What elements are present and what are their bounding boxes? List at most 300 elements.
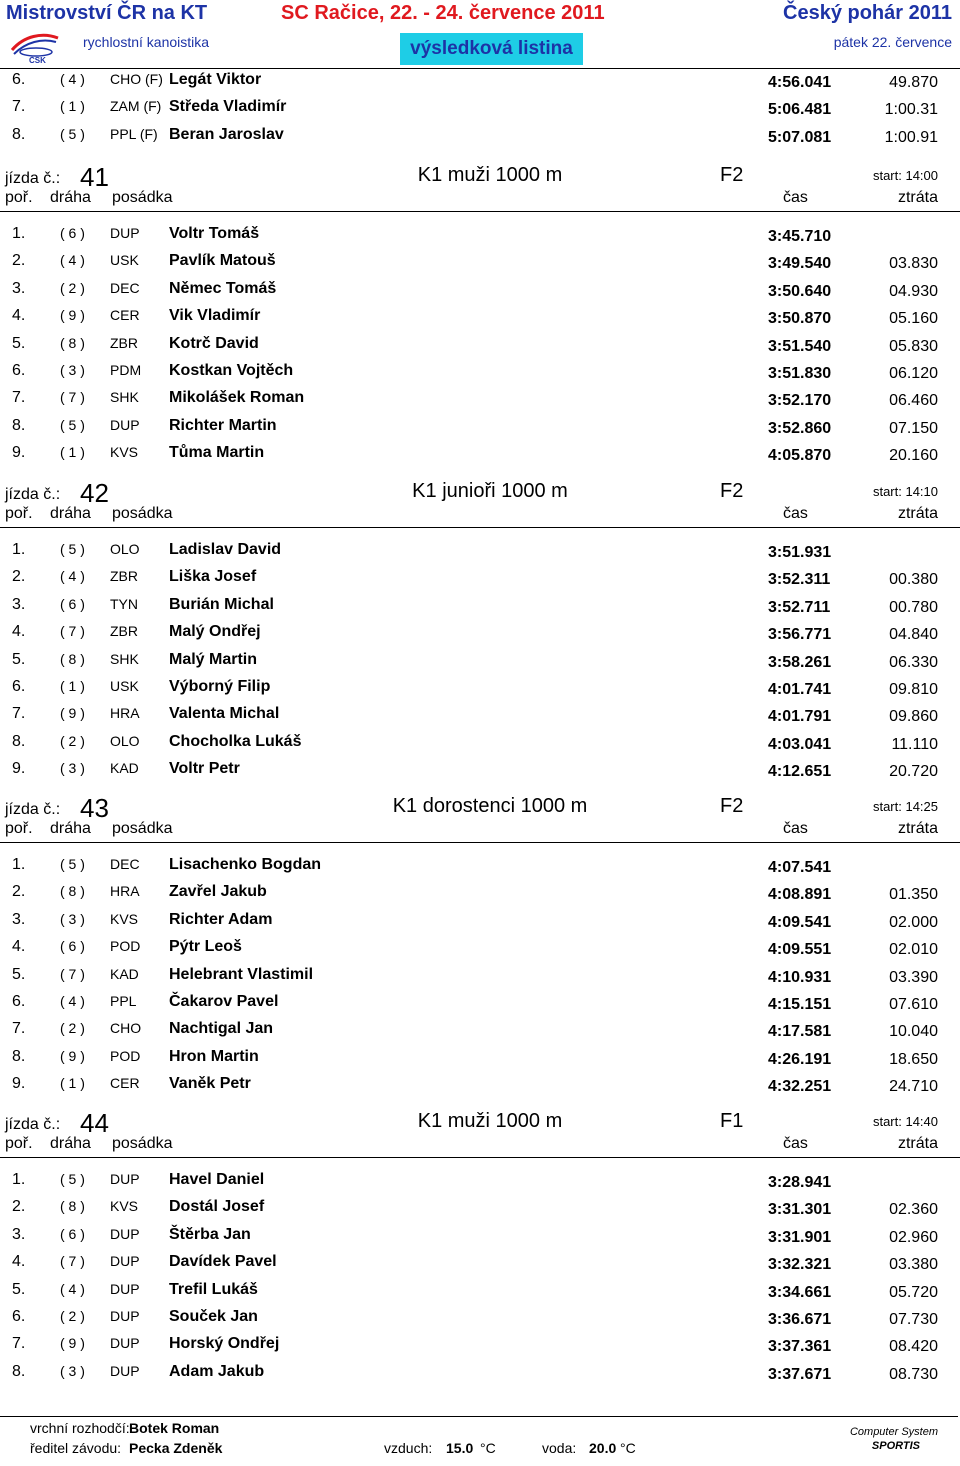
director-label: ředitel závodu: <box>30 1440 122 1456</box>
athlete-name: Kotrč David <box>169 334 259 352</box>
race-start: start: 14:40 <box>872 1114 938 1129</box>
result-row <box>0 1020 960 1046</box>
athlete-name: Burián Michal <box>169 595 274 613</box>
lane: ( 6 ) <box>60 938 85 955</box>
result-row <box>0 911 960 937</box>
lane: ( 2 ) <box>60 1020 85 1037</box>
club: DUP <box>110 1335 140 1352</box>
club: CER <box>110 1075 140 1092</box>
position: 2. <box>12 883 26 901</box>
club: ZBR <box>110 568 138 585</box>
time: 3:34.661 <box>768 1283 832 1301</box>
time: 3:36.671 <box>768 1311 832 1328</box>
result-row <box>0 389 960 415</box>
column-divider <box>0 211 960 212</box>
time-loss: 05.830 <box>889 337 938 355</box>
lane: ( 7 ) <box>60 965 85 982</box>
time: 4:32.251 <box>768 1078 832 1096</box>
athlete-name: Výborný Filip <box>169 678 271 695</box>
time: 3:51.540 <box>768 337 832 355</box>
lane: ( 7 ) <box>60 1253 85 1270</box>
club: KVS <box>110 444 139 461</box>
result-row <box>0 993 960 1019</box>
result-row <box>0 444 960 470</box>
position: 1. <box>12 1171 26 1188</box>
time: 3:31.901 <box>768 1228 832 1246</box>
column-headers <box>0 1135 960 1156</box>
position: 4. <box>12 307 26 325</box>
time-loss: 03.390 <box>889 968 938 986</box>
time: 3:51.830 <box>768 365 832 382</box>
water-label: voda: <box>542 1440 577 1456</box>
time-loss: 06.460 <box>889 392 938 410</box>
time: 5:07.081 <box>768 129 832 146</box>
position: 8. <box>12 732 26 750</box>
club: PDM <box>110 362 142 378</box>
race-start: start: 14:25 <box>872 799 938 814</box>
result-row <box>0 1308 960 1334</box>
time-loss: 02.960 <box>889 1228 938 1246</box>
position: 7. <box>12 705 26 723</box>
referee-name: Botek Roman <box>129 1420 220 1436</box>
col-time: čas <box>783 1135 808 1152</box>
time-loss: 09.810 <box>889 681 938 698</box>
column-divider <box>0 842 960 843</box>
position: 9. <box>12 1075 26 1093</box>
race-label: jízda č.: <box>5 486 61 503</box>
result-row <box>0 856 960 882</box>
lane: ( 4 ) <box>60 993 85 1009</box>
race-title: K1 junioři 1000 m <box>412 480 568 502</box>
position: 7. <box>12 389 26 407</box>
athlete-name: Zavřel Jakub <box>169 883 267 901</box>
time: 4:17.581 <box>768 1023 832 1041</box>
lane: ( 4 ) <box>60 568 85 585</box>
race-label: jízda č.: <box>5 170 61 187</box>
result-row <box>0 568 960 594</box>
event-title: SC Račice, 22. - 24. července 2011 <box>281 2 605 24</box>
position: 9. <box>12 444 26 462</box>
athlete-name: Voltr Petr <box>169 760 240 778</box>
race-category: F2 <box>720 164 744 186</box>
time: 3:52.311 <box>768 571 831 589</box>
club: KAD <box>110 760 139 777</box>
time: 4:01.741 <box>768 681 832 698</box>
club: KVS <box>110 910 139 927</box>
club: DEC <box>110 279 140 296</box>
column-headers <box>0 820 960 841</box>
position: 8. <box>12 1362 26 1380</box>
time: 5:06.481 <box>768 101 832 118</box>
athlete-name: Nachtigal Jan <box>169 1020 274 1038</box>
athlete-name: Pýtr Leoš <box>169 938 242 956</box>
race-title: K1 muži 1000 m <box>417 1110 563 1132</box>
col-lane: dráha <box>50 505 91 522</box>
position: 9. <box>12 760 26 778</box>
time: 4:15.151 <box>768 996 832 1013</box>
position: 5. <box>12 965 26 983</box>
col-loss: ztráta <box>897 820 938 837</box>
athlete-name: Liška Josef <box>169 568 257 586</box>
club: DUP <box>110 1362 140 1379</box>
result-row <box>0 1075 960 1101</box>
race-number: 44 <box>80 1108 109 1138</box>
time: 3:32.321 <box>768 1256 832 1274</box>
col-lane: dráha <box>50 820 91 837</box>
position: 1. <box>12 541 26 558</box>
club: SHK <box>110 650 139 667</box>
result-row <box>0 733 960 759</box>
club: POD <box>110 1047 141 1064</box>
lane: ( 8 ) <box>60 1198 85 1215</box>
position: 5. <box>12 1280 26 1298</box>
athlete-name: Středa Vladimír <box>169 98 287 115</box>
time-loss: 02.000 <box>889 913 938 931</box>
time-loss: 49.870 <box>889 74 938 91</box>
club: DUP <box>110 1280 140 1297</box>
result-row <box>0 705 960 731</box>
position: 2. <box>12 1198 26 1216</box>
time: 3:28.941 <box>768 1174 832 1191</box>
column-headers <box>0 189 960 210</box>
col-crew: posádka <box>112 189 173 206</box>
time: 3:52.860 <box>768 419 832 437</box>
time-loss: 1:00.91 <box>884 129 938 146</box>
position: 1. <box>12 856 26 873</box>
result-row <box>0 307 960 333</box>
athlete-name: Hron Martin <box>169 1047 259 1065</box>
athlete-name: Richter Adam <box>169 910 273 928</box>
discipline-label: rychlostní kanoistika <box>83 34 210 50</box>
club: USK <box>110 252 139 269</box>
lane: ( 5 ) <box>60 126 85 142</box>
club: POD <box>110 938 141 955</box>
result-row <box>0 417 960 443</box>
logo-text: ČSK <box>29 56 46 65</box>
time: 3:56.771 <box>768 626 832 644</box>
air-temp: 15.0 <box>446 1440 474 1456</box>
lane: ( 7 ) <box>60 623 85 640</box>
club: ZBR <box>110 623 138 640</box>
athlete-name: Trefil Lukáš <box>169 1280 258 1298</box>
lane: ( 4 ) <box>60 71 85 87</box>
club: HRA <box>110 883 140 900</box>
club: CHO (F) <box>110 71 163 87</box>
race-label: jízda č.: <box>5 1116 61 1133</box>
club: TYN <box>110 595 138 612</box>
athlete-name: Vik Vladimír <box>169 307 261 325</box>
time: 4:09.541 <box>768 913 832 931</box>
athlete-name: Helebrant Vlastimil <box>169 965 314 983</box>
race-header <box>0 1110 960 1160</box>
position: 2. <box>12 252 26 270</box>
lane: ( 1 ) <box>60 98 85 114</box>
result-row <box>0 1048 960 1074</box>
athlete-name: Ladislav David <box>169 541 282 558</box>
lane: ( 3 ) <box>60 760 85 777</box>
lane: ( 5 ) <box>60 541 85 557</box>
col-loss: ztráta <box>897 1135 938 1152</box>
col-position: poř. <box>5 189 33 206</box>
time-loss: 04.840 <box>889 626 938 644</box>
club: KVS <box>110 1198 139 1215</box>
result-row <box>0 1226 960 1252</box>
col-position: poř. <box>5 505 33 522</box>
position: 4. <box>12 938 26 956</box>
club: SHK <box>110 389 139 406</box>
club: DUP <box>110 416 140 433</box>
athlete-name: Richter Martin <box>169 416 277 434</box>
race-start: start: 14:00 <box>872 168 938 183</box>
race-start: start: 14:10 <box>872 484 938 499</box>
position: 8. <box>12 126 26 143</box>
time-loss: 05.160 <box>889 310 938 328</box>
time-loss: 07.610 <box>889 996 938 1013</box>
lane: ( 1 ) <box>60 678 85 694</box>
col-time: čas <box>783 505 808 522</box>
result-row <box>0 225 960 251</box>
race-category: F2 <box>720 795 744 817</box>
time: 3:58.261 <box>768 653 832 671</box>
club: PPL (F) <box>110 126 158 142</box>
result-row <box>0 596 960 622</box>
lane: ( 5 ) <box>60 1171 85 1187</box>
time: 3:51.931 <box>768 544 832 561</box>
time: 4:03.041 <box>768 735 832 753</box>
lane: ( 6 ) <box>60 1225 85 1242</box>
athlete-name: Davídek Pavel <box>169 1253 277 1271</box>
time-loss: 1:00.31 <box>884 101 938 118</box>
time: 4:07.541 <box>768 859 832 876</box>
date-label: pátek 22. července <box>833 34 952 50</box>
result-row <box>0 541 960 567</box>
col-position: poř. <box>5 820 33 837</box>
position: 4. <box>12 1253 26 1271</box>
race-label: jízda č.: <box>5 801 61 818</box>
athlete-name: Němec Tomáš <box>169 279 277 297</box>
lane: ( 9 ) <box>60 1047 85 1064</box>
position: 3. <box>12 1225 26 1243</box>
position: 5. <box>12 650 26 668</box>
club: DEC <box>110 856 140 872</box>
column-divider <box>0 527 960 528</box>
athlete-name: Štěrba Jan <box>169 1225 251 1243</box>
column-divider <box>0 1157 960 1158</box>
time-loss: 09.860 <box>889 708 938 726</box>
lane: ( 2 ) <box>60 279 85 296</box>
col-crew: posádka <box>112 820 173 837</box>
position: 6. <box>12 362 26 379</box>
result-row <box>0 126 960 152</box>
lane: ( 3 ) <box>60 362 85 378</box>
time: 3:52.711 <box>768 598 831 616</box>
athlete-name: Adam Jakub <box>169 1362 265 1380</box>
time-loss: 20.160 <box>889 447 938 465</box>
column-headers <box>0 505 960 526</box>
athlete-name: Pavlík Matouš <box>169 252 276 270</box>
athlete-name: Mikolášek Roman <box>169 389 305 407</box>
club: OLO <box>110 732 140 749</box>
position: 7. <box>12 98 26 115</box>
lane: ( 9 ) <box>60 1335 85 1352</box>
time: 3:49.540 <box>768 255 832 273</box>
position: 1. <box>12 225 26 242</box>
result-row <box>0 1335 960 1361</box>
club: HRA <box>110 705 140 722</box>
time-loss: 03.830 <box>889 255 938 273</box>
time-loss: 04.930 <box>889 282 938 300</box>
club: OLO <box>110 541 140 557</box>
time-loss: 00.380 <box>889 571 938 589</box>
result-row <box>0 362 960 388</box>
position: 3. <box>12 595 26 613</box>
time: 4:09.551 <box>768 941 832 959</box>
result-row <box>0 280 960 306</box>
club: ZBR <box>110 334 138 351</box>
race-title: K1 muži 1000 m <box>417 164 563 186</box>
lane: ( 4 ) <box>60 1280 85 1297</box>
club: PPL <box>110 993 137 1009</box>
club: KAD <box>110 965 139 982</box>
lane: ( 7 ) <box>60 389 85 406</box>
position: 4. <box>12 623 26 641</box>
time: 3:37.671 <box>768 1365 832 1383</box>
result-row <box>0 252 960 278</box>
time: 3:52.170 <box>768 392 832 410</box>
col-time: čas <box>783 189 808 206</box>
col-crew: posádka <box>112 1135 173 1152</box>
referee-label: vrchní rozhodčí: <box>30 1420 130 1436</box>
director-name: Pecka Zdeněk <box>129 1440 223 1456</box>
athlete-name: Tůma Martin <box>169 444 265 462</box>
club: CHO <box>110 1020 142 1037</box>
time-loss: 03.380 <box>889 1256 938 1274</box>
position: 5. <box>12 334 26 352</box>
club: CER <box>110 307 140 324</box>
time-loss: 24.710 <box>889 1078 938 1096</box>
sportis-logo: SPORTIS <box>871 1440 920 1452</box>
race-category: F1 <box>720 1110 744 1132</box>
athlete-name: Havel Daniel <box>169 1171 265 1188</box>
result-row <box>0 98 960 124</box>
time: 4:10.931 <box>768 968 832 986</box>
lane: ( 1 ) <box>60 444 85 461</box>
position: 2. <box>12 568 26 586</box>
page-header <box>0 0 960 70</box>
race-header <box>0 164 960 214</box>
time: 4:01.791 <box>768 708 832 726</box>
time-loss: 08.730 <box>889 1365 938 1383</box>
result-row <box>0 71 960 97</box>
time: 3:45.710 <box>768 228 832 245</box>
athlete-name: Dostál Josef <box>169 1198 265 1216</box>
athlete-name: Valenta Michal <box>169 705 280 723</box>
position: 8. <box>12 1047 26 1065</box>
lane: ( 5 ) <box>60 416 85 433</box>
time-loss: 00.780 <box>889 598 938 616</box>
time: 3:50.640 <box>768 282 832 300</box>
lane: ( 9 ) <box>60 705 85 722</box>
athlete-name: Souček Jan <box>169 1308 258 1325</box>
header-divider <box>0 68 960 69</box>
result-row <box>0 938 960 964</box>
position: 3. <box>12 279 26 297</box>
athlete-name: Beran Jaroslav <box>169 126 284 143</box>
col-position: poř. <box>5 1135 33 1152</box>
lane: ( 6 ) <box>60 595 85 612</box>
time-loss: 10.040 <box>889 1023 938 1041</box>
results-banner: výsledková listina <box>400 33 583 65</box>
time-loss: 01.350 <box>889 886 938 904</box>
position: 7. <box>12 1020 26 1038</box>
lane: ( 2 ) <box>60 732 85 749</box>
lane: ( 8 ) <box>60 650 85 667</box>
water-unit: °C <box>620 1440 636 1456</box>
position: 6. <box>12 678 26 695</box>
club: DUP <box>110 1225 140 1242</box>
lane: ( 4 ) <box>60 252 85 269</box>
time: 4:26.191 <box>768 1050 832 1068</box>
race-category: F2 <box>720 480 744 502</box>
page-footer <box>0 1414 960 1466</box>
col-time: čas <box>783 820 808 837</box>
athlete-name: Malý Martin <box>169 650 258 668</box>
athlete-name: Chocholka Lukáš <box>169 732 302 750</box>
position: 3. <box>12 910 26 928</box>
col-crew: posádka <box>112 505 173 522</box>
water-temp: 20.0 <box>589 1440 617 1456</box>
athlete-name: Voltr Tomáš <box>169 225 260 242</box>
result-row <box>0 1363 960 1389</box>
athlete-name: Horský Ondřej <box>169 1335 280 1353</box>
club: DUP <box>110 1253 140 1270</box>
time-loss: 11.110 <box>891 735 938 753</box>
position: 6. <box>12 71 26 88</box>
col-loss: ztráta <box>897 505 938 522</box>
time: 4:56.041 <box>768 74 832 91</box>
athlete-name: Lisachenko Bogdan <box>169 856 322 873</box>
time-loss: 02.010 <box>889 941 938 959</box>
time: 4:05.870 <box>768 447 832 465</box>
result-row <box>0 623 960 649</box>
athlete-name: Malý Ondřej <box>169 623 261 641</box>
athlete-name: Vaněk Petr <box>169 1075 251 1093</box>
time: 4:08.891 <box>768 886 832 904</box>
position: 8. <box>12 416 26 434</box>
time-loss: 18.650 <box>889 1050 938 1068</box>
lane: ( 6 ) <box>60 225 85 241</box>
col-lane: dráha <box>50 1135 91 1152</box>
lane: ( 1 ) <box>60 1075 85 1092</box>
time-loss: 07.730 <box>889 1311 938 1328</box>
club: USK <box>110 678 139 694</box>
club: DUP <box>110 1308 140 1324</box>
race-header <box>0 480 960 530</box>
col-lane: dráha <box>50 189 91 206</box>
lane: ( 3 ) <box>60 910 85 927</box>
result-row <box>0 678 960 704</box>
athlete-name: Legát Viktor <box>169 71 262 88</box>
result-row <box>0 760 960 786</box>
cup-title: Český pohár 2011 <box>783 2 952 24</box>
result-row <box>0 966 960 992</box>
championship-title: Mistrovství ČR na KT <box>6 2 208 24</box>
time: 3:50.870 <box>768 310 832 328</box>
club: ZAM (F) <box>110 98 162 114</box>
time: 3:37.361 <box>768 1338 832 1356</box>
lane: ( 8 ) <box>60 883 85 900</box>
time-loss: 06.120 <box>889 365 938 382</box>
